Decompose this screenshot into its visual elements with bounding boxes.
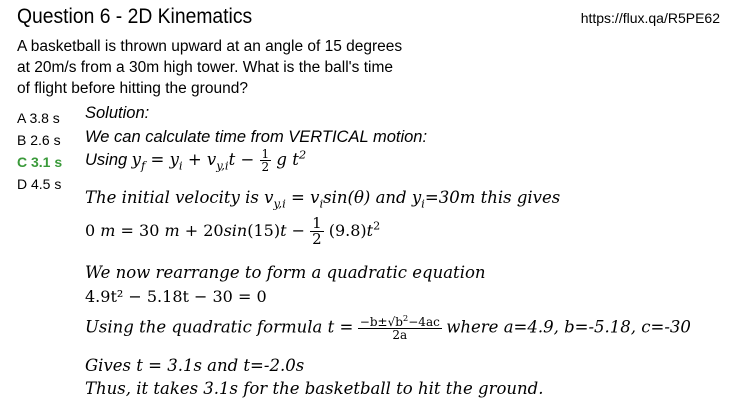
- solution-line-1: We can calculate time from VERTICAL motion:: [85, 128, 428, 146]
- solution-line-5: We now rearrange to form a quadratic equation: [85, 263, 486, 282]
- solution-heading: Solution:: [85, 104, 150, 122]
- solution-line-3: The initial velocity is $v_{y,i} = v_i\sin(\theta)$ and $y_i=30m$ this gives: [85, 188, 561, 211]
- join-url[interactable]: https://flux.qa/R5PE62: [580, 10, 720, 26]
- option-b[interactable]: B 2.6 s: [17, 132, 61, 148]
- solution-line-3-tail: =30m this gives: [424, 188, 561, 207]
- option-a[interactable]: A 3.8 s: [17, 110, 60, 126]
- kinematics-equation: $y_f = y_i + v_{y,i}t$ − $\frac{1}{2}$ g $t^2$: [131, 147, 307, 174]
- solution-line-6: 4.9t² − 5.18t − 30 = 0: [85, 287, 267, 306]
- question-line-1: A basketball is thrown upward at an angle of 15 degrees: [17, 38, 403, 55]
- solution-line-9: Thus, it takes 3.1s for the basketball to hit the ground.: [85, 379, 544, 398]
- option-d[interactable]: D 4.5 s: [17, 176, 62, 192]
- solution-line-4: 0 m = 30 m + 20sin(15)t − $\frac{1}{2}$ $(9.8)t^2$: [85, 214, 381, 248]
- question-line-2: at 20m/s from a 30m high tower. What is the ball's time: [17, 59, 393, 76]
- solution-line-7: [85, 313, 691, 342]
- question-line-3: of flight before hitting the ground?: [17, 80, 248, 97]
- solution-line-2: [85, 148, 306, 173]
- quadratic-formula: $\frac{-b\pm√b^2-4ac}{2a}$: [359, 313, 440, 342]
- solution-line-8: Gives t = 3.1s and t=-2.0s: [85, 356, 305, 375]
- option-c[interactable]: C 3.1 s: [17, 154, 63, 170]
- solution-line-2-prefix: Using: [85, 151, 128, 169]
- page-title: Question 6 - 2D Kinematics: [17, 5, 253, 28]
- solution-line-7-suffix: where a=4.9, b=-5.18, c=-30: [446, 317, 691, 337]
- solution-line-7-prefix: Using the quadratic formula t =: [85, 317, 354, 337]
- solution-line-3-text: The initial velocity is: [85, 188, 259, 207]
